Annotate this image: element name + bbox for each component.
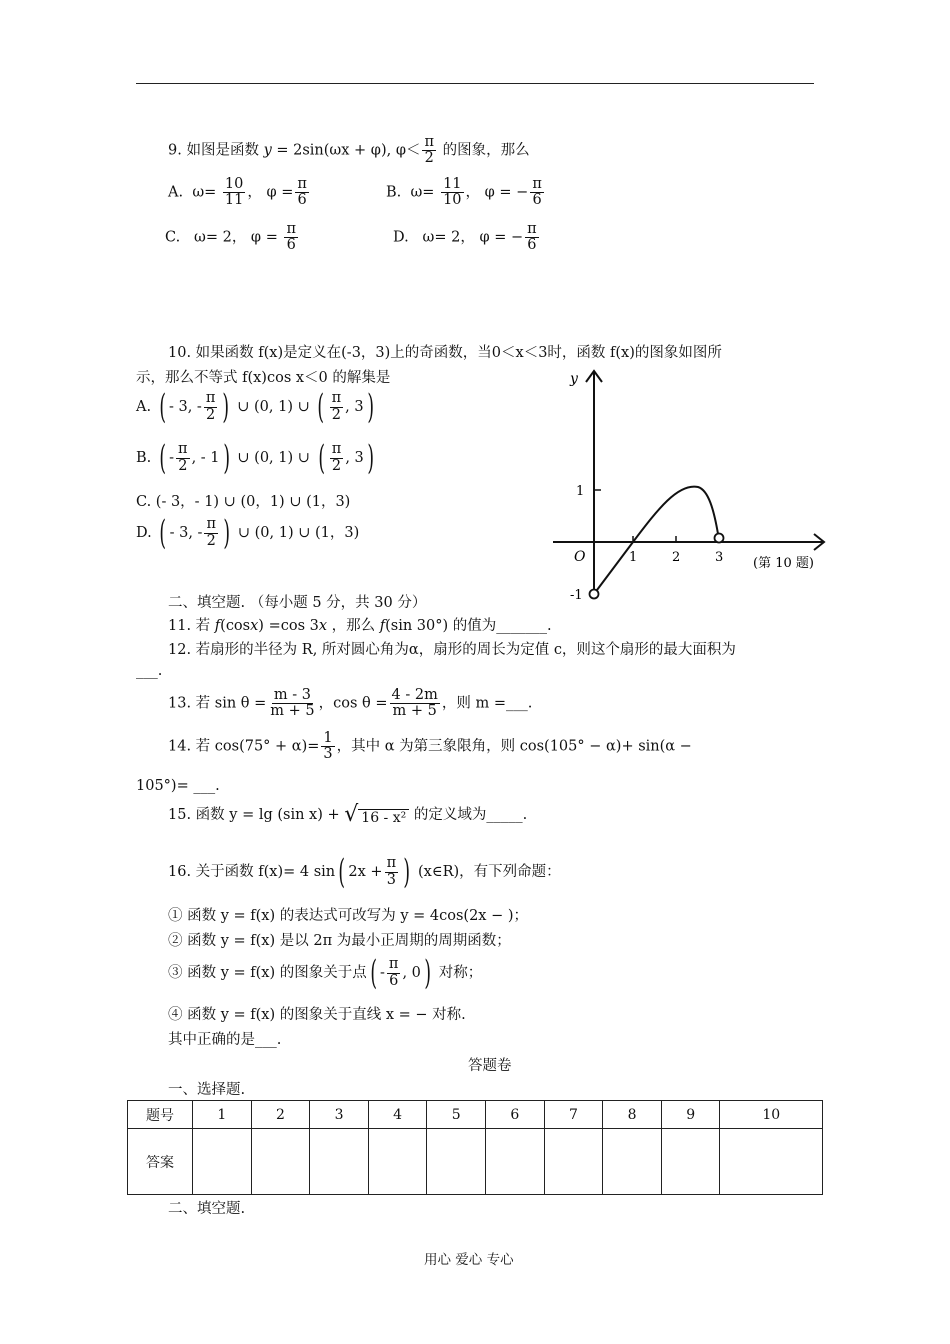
table-col-header: 9 [661, 1101, 720, 1129]
section-fill-blank-answer: 二、填空题. [168, 1201, 246, 1217]
q16-proposition-4: ④ 函数 y = f(x) 的图象关于直线 x = − 对称. [168, 1007, 466, 1023]
q9-option-c: C. ω= 2， φ = $\frac{\pi}{6}$ [165, 221, 296, 254]
q9-stem: 9. 如图是函数 y = 2sin(ωx + φ), φ＜ $\frac{\pi}{2}$ 的图象，那么 [168, 134, 530, 167]
y-tick-label-1: 1 [576, 484, 585, 499]
x-tick-label-2: 2 [672, 550, 681, 565]
table-header-row [128, 1101, 823, 1129]
y-tick-label-minus1: -1 [570, 588, 583, 603]
section-choice: 一、选择题. [168, 1082, 246, 1098]
table-col-header: 6 [486, 1101, 545, 1129]
q9-option-d: D. ω= 2， φ = − $\frac{\pi}{6}$ [393, 221, 537, 254]
q11: 11. 若 f(cosx) =cos 3x ，那么 f(sin 30°) 的值为_______. [168, 618, 552, 634]
answer-cell[interactable] [603, 1129, 662, 1195]
table-col-header: 4 [368, 1101, 427, 1129]
table-col-header: 7 [544, 1101, 603, 1129]
q14-line2: 105°)= ___. [136, 778, 220, 794]
answer-cell[interactable] [368, 1129, 427, 1195]
open-point-minus1 [590, 590, 599, 599]
q10-stem-line2: 示，那么不等式 f(x)cos x＜0 的解集是 [136, 370, 391, 386]
q14-line1: 14. 若 cos(75° + α)= $\frac{1}{3}$ ，其中 α 为第三象限角，则 cos(105° − α)+ sin(α − [168, 730, 692, 763]
table-col-header: 8 [603, 1101, 662, 1129]
q12-line1: 12. 若扇形的半径为 R, 所对圆心角为α，扇形的周长为定值 c，则这个扇形的最大面积为 [168, 642, 736, 658]
table-col-header: 10 [720, 1101, 823, 1129]
q16-proposition-3: ③ 函数 y = f(x) 的图象关于点 ( - $\frac{\pi}{6}$ , 0 ) 对称； [168, 953, 483, 993]
q10-option-d: D. ( - 3, - $\frac{\pi}{2}$ ) ∪ (0, 1) ∪ (1，3) [136, 513, 360, 553]
q9-option-a: A. ω= $\frac{10}{11}$ ， φ = $\frac{\pi}{6}$ [168, 176, 307, 209]
q12-line2: ___. [136, 663, 163, 679]
answer-sheet-title: 答题卷 [468, 1058, 512, 1074]
curve [594, 487, 719, 594]
origin-label: O [574, 549, 586, 565]
answer-cell[interactable] [193, 1129, 252, 1195]
graph-caption: (第 10 题) [753, 556, 814, 571]
answer-cell[interactable] [310, 1129, 369, 1195]
x-tick-label-1: 1 [629, 550, 638, 565]
table-answer-label: 答案 [128, 1129, 193, 1195]
q13: 13. 若 sin θ = $\frac{m - 3}{m + 5}$ ，cos θ = $\frac{4 - 2m}{m + 5}$ ，则 m =___. [168, 687, 533, 720]
q15: 15. 函数 y = lg (sin x) + √ 16 - x² 的定义域为_____. [168, 802, 528, 827]
page-footer: 用心 爱心 专心 [424, 1252, 514, 1268]
answer-cell[interactable] [486, 1129, 545, 1195]
q9-option-b: B. ω= $\frac{11}{10}$ ， φ = − $\frac{\pi}{6}$ [386, 176, 542, 209]
open-point-3 [715, 534, 724, 543]
answer-cell[interactable] [661, 1129, 720, 1195]
answer-cell[interactable] [251, 1129, 310, 1195]
table-col-header: 1 [193, 1101, 252, 1129]
table-col-header: 2 [251, 1101, 310, 1129]
q16-stem: 16. 关于函数 f(x)= 4 sin ( 2x + $\frac{\pi}{3}$ ) (x∈R)，有下列命题： [168, 852, 561, 892]
y-label: y [570, 371, 578, 387]
table-answer-row [128, 1129, 823, 1195]
header-rule [136, 83, 814, 84]
q16-proposition-2: ② 函数 y = f(x) 是以 2π 为最小正周期的周期函数； [168, 933, 511, 949]
q10-option-c: C. (- 3，- 1) ∪ (0，1) ∪ (1，3) [136, 494, 351, 510]
answer-cell[interactable] [427, 1129, 486, 1195]
q10-stem-line1: 10. 如果函数 f(x)是定义在(-3，3)上的奇函数，当0＜x＜3时，函数 f(x)的图象如图所 [168, 345, 722, 361]
table-col-header: 3 [310, 1101, 369, 1129]
answer-cell[interactable] [720, 1129, 823, 1195]
q10-option-b: B. ( - $\frac{\pi}{2}$ , - 1 ) ∪ (0, 1) ∪ ( $\frac{\pi}{2}$ , 3 ) [136, 438, 374, 478]
q16-proposition-1: ① 函数 y = f(x) 的表达式可改写为 y = 4cos(2x − )； [168, 908, 529, 924]
answer-cell[interactable] [544, 1129, 603, 1195]
q10-option-a: A. ( - 3, - $\frac{\pi}{2}$ ) ∪ (0, 1) ∪ ( $\frac{\pi}{2}$ , 3 ) [136, 387, 374, 427]
table-col-header: 5 [427, 1101, 486, 1129]
answer-table [127, 1100, 823, 1195]
q10-graph [548, 366, 833, 606]
q16-answer-prompt: 其中正确的是___. [168, 1032, 282, 1048]
table-header-label: 题号 [128, 1101, 193, 1129]
section-fill-blank: 二、填空题. （每小题 5 分，共 30 分） [168, 595, 427, 611]
x-tick-label-3: 3 [715, 550, 724, 565]
